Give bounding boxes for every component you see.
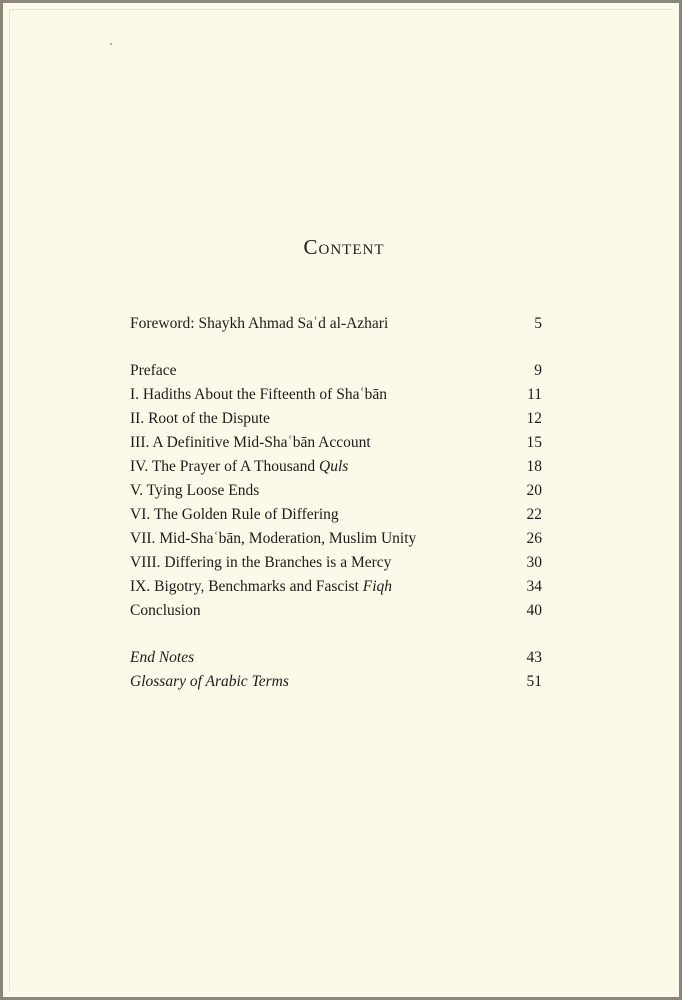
toc-entry-label: End Notes	[130, 649, 195, 666]
toc-entry-chapter-4	[130, 458, 542, 482]
toc-entry-label-text: IX. Bigotry, Benchmarks and Fascist	[130, 578, 363, 595]
toc-entry-label: Conclusion	[130, 602, 201, 619]
toc-entry-page: 18	[526, 458, 542, 475]
toc-entry-label: Preface	[130, 362, 177, 379]
toc-entry-label: II. Root of the Dispute	[130, 410, 270, 427]
toc-entry-chapter-1	[130, 386, 542, 410]
toc-entry-chapter-9	[130, 578, 542, 602]
toc-entry-page: 20	[526, 482, 542, 499]
toc-entry-page: 30	[526, 554, 542, 571]
paper-speck	[110, 43, 112, 45]
toc-entry-conclusion	[130, 602, 542, 626]
toc-entry-label: V. Tying Loose Ends	[130, 482, 260, 499]
toc-entry-page: 5	[534, 315, 542, 332]
toc-entry-label-emphasis: Fiqh	[362, 578, 393, 595]
toc-entry-page: 15	[526, 434, 542, 451]
toc-entry-label	[130, 578, 392, 596]
toc-entry-glossary	[130, 673, 542, 697]
toc-entry-end-notes	[130, 649, 542, 673]
toc-entry-page: 43	[526, 649, 542, 666]
toc-entry-label-emphasis: Quls	[319, 458, 349, 475]
toc-entry-page: 9	[534, 362, 542, 379]
toc-entry-label: VI. The Golden Rule of Differing	[130, 506, 339, 523]
toc-entry-chapter-7	[130, 530, 542, 554]
toc-entry-chapter-3	[130, 434, 542, 458]
toc-entry-chapter-5	[130, 482, 542, 506]
toc-entry-chapter-2	[130, 410, 542, 434]
toc-entry-label	[130, 458, 348, 476]
toc-entry-label: III. A Definitive Mid-Shaʿbān Account	[130, 434, 371, 451]
toc-entry-label: I. Hadiths About the Fifteenth of Shaʿbān	[130, 386, 387, 403]
page-title: Content	[303, 235, 385, 259]
toc-entry-page: 12	[526, 410, 542, 427]
toc-entry-page: 34	[526, 578, 542, 595]
toc-entry-chapter-8	[130, 554, 542, 578]
toc-entry-page: 22	[526, 506, 542, 523]
toc-entry-foreword	[130, 315, 542, 339]
toc-entry-page: 40	[526, 602, 542, 619]
toc-entry-page: 51	[526, 673, 542, 690]
toc-entry-label-text: IV. The Prayer of A Thousand	[130, 458, 319, 475]
toc-entry-page: 26	[526, 530, 542, 547]
toc-entry-preface	[130, 362, 542, 386]
toc-entry-label: VIII. Differing in the Branches is a Mercy	[130, 554, 392, 571]
toc-entry-page: 11	[527, 386, 542, 403]
toc-entry-label: Glossary of Arabic Terms	[130, 673, 289, 690]
toc-entry-label: VII. Mid-Shaʿbān, Moderation, Muslim Unity	[130, 530, 417, 547]
toc-entry-chapter-6	[130, 506, 542, 530]
toc-entry-label: Foreword: Shaykh Ahmad Saʿd al-Azhari	[130, 315, 389, 332]
